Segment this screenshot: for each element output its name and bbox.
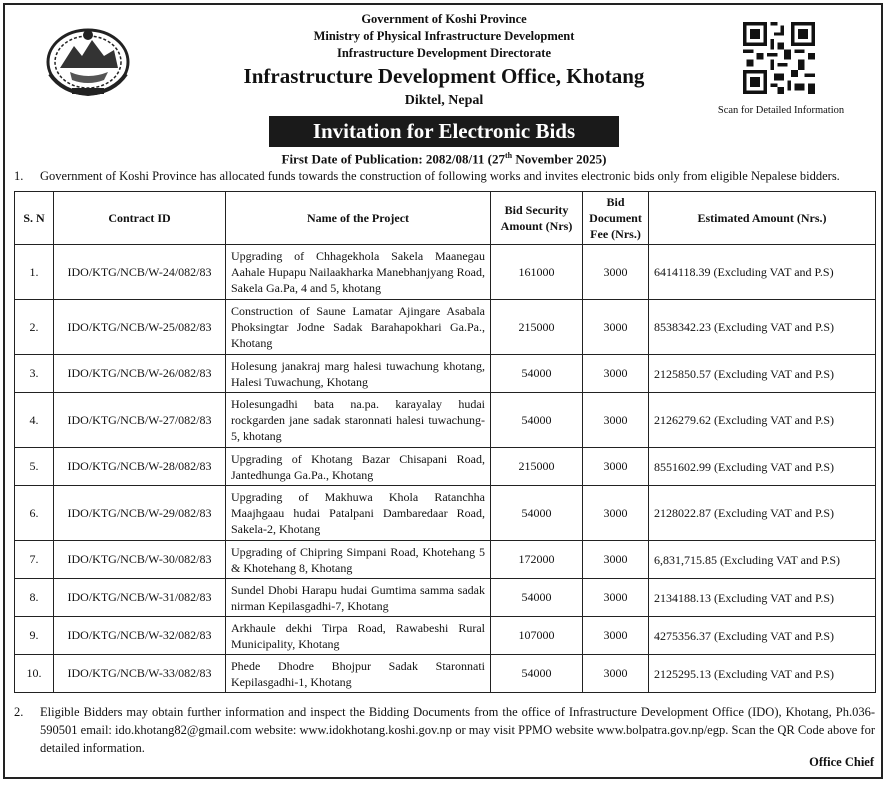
cell-estimated-amount: 2125850.57 (Excluding VAT and P.S) bbox=[649, 355, 876, 393]
cell-document-fee: 3000 bbox=[583, 655, 649, 693]
paragraph-2 bbox=[14, 703, 875, 757]
header-contract-id: Contract ID bbox=[54, 192, 226, 245]
cell-estimated-amount: 6414118.39 (Excluding VAT and P.S) bbox=[649, 245, 876, 300]
table-header-row bbox=[15, 192, 876, 245]
header-estimated-amount: Estimated Amount (Nrs.) bbox=[649, 192, 876, 245]
cell-project-name: Sundel Dhobi Harapu hudai Gumtima samma sadak nirman Kepilasgadhi-7, Khotang bbox=[226, 579, 491, 617]
cell-document-fee: 3000 bbox=[583, 393, 649, 448]
publication-date-prefix: First Date of Publication: 2082/08/11 (27 bbox=[281, 151, 506, 167]
cell-estimated-amount: 6,831,715.85 (Excluding VAT and P.S) bbox=[649, 541, 876, 579]
cell-document-fee: 3000 bbox=[583, 617, 649, 655]
cell-document-fee: 3000 bbox=[583, 245, 649, 300]
table-row bbox=[15, 617, 876, 655]
qr-caption: Scan for Detailed Information bbox=[717, 105, 845, 116]
header-bid-security: Bid Security Amount (Nrs) bbox=[491, 192, 583, 245]
publication-date-sup: th bbox=[505, 151, 513, 160]
cell-sn: 5. bbox=[15, 448, 54, 486]
cell-document-fee: 3000 bbox=[583, 541, 649, 579]
office-location: Diktel, Nepal bbox=[404, 93, 484, 108]
paragraph-1 bbox=[14, 169, 876, 184]
directorate-line: Infrastructure Development Directorate bbox=[336, 46, 552, 60]
cell-estimated-amount: 2128022.87 (Excluding VAT and P.S) bbox=[649, 486, 876, 541]
cell-bid-security: 172000 bbox=[491, 541, 583, 579]
table-row bbox=[15, 300, 876, 355]
cell-project-name: Construction of Saune Lamatar Ajingare Asabala Phoksingtar Jodne Sadak Barahapokhari Ga.Pa., Khotang bbox=[226, 300, 491, 355]
cell-sn: 3. bbox=[15, 355, 54, 393]
cell-sn: 10. bbox=[15, 655, 54, 693]
table-row bbox=[15, 355, 876, 393]
cell-bid-security: 54000 bbox=[491, 655, 583, 693]
cell-document-fee: 3000 bbox=[583, 579, 649, 617]
cell-document-fee: 3000 bbox=[583, 448, 649, 486]
cell-bid-security: 215000 bbox=[491, 448, 583, 486]
cell-contract-id: IDO/KTG/NCB/W-29/082/83 bbox=[54, 486, 226, 541]
cell-project-name: Upgrading of Chipring Simpani Road, Khotehang 5 & Khotehang 8, Khotang bbox=[226, 541, 491, 579]
cell-sn: 4. bbox=[15, 393, 54, 448]
cell-bid-security: 54000 bbox=[491, 393, 583, 448]
table-row bbox=[15, 245, 876, 300]
cell-contract-id: IDO/KTG/NCB/W-24/082/83 bbox=[54, 245, 226, 300]
cell-document-fee: 3000 bbox=[583, 355, 649, 393]
cell-project-name: Phede Dhodre Bhojpur Sadak Staronnati Kepilasgadhi-1, Khotang bbox=[226, 655, 491, 693]
cell-contract-id: IDO/KTG/NCB/W-31/082/83 bbox=[54, 579, 226, 617]
cell-contract-id: IDO/KTG/NCB/W-26/082/83 bbox=[54, 355, 226, 393]
cell-estimated-amount: 8538342.23 (Excluding VAT and P.S) bbox=[649, 300, 876, 355]
cell-project-name: Arkhaule dekhi Tirpa Road, Rawabeshi Rural Municipality, Khotang bbox=[226, 617, 491, 655]
cell-project-name: Upgrading of Chhagekhola Sakela Maanegau Aahale Hupapu Nailaakharka Manebhanjyang Road, Sakela Ga.Pa, 4 and 5, khotang bbox=[226, 245, 491, 300]
cell-estimated-amount: 2126279.62 (Excluding VAT and P.S) bbox=[649, 393, 876, 448]
cell-document-fee: 3000 bbox=[583, 486, 649, 541]
cell-bid-security: 161000 bbox=[491, 245, 583, 300]
header-document-fee: Bid Document Fee (Nrs.) bbox=[583, 192, 649, 245]
cell-contract-id: IDO/KTG/NCB/W-30/082/83 bbox=[54, 541, 226, 579]
signature-office-chief: Office Chief bbox=[809, 755, 874, 769]
cell-contract-id: IDO/KTG/NCB/W-25/082/83 bbox=[54, 300, 226, 355]
publication-date bbox=[0, 151, 888, 167]
cell-contract-id: IDO/KTG/NCB/W-27/082/83 bbox=[54, 393, 226, 448]
cell-project-name: Upgrading of Makhuwa Khola Ratanchha Maajhgaau hudai Patalpani Dambaredaar Road, Sakela-2, Khotang bbox=[226, 486, 491, 541]
paragraph-1-number: 1. bbox=[14, 169, 24, 183]
cell-project-name: Holesungadhi bata na.pa. karayalay hudai rockgarden jane sadak staronnati halesi tuwachung-5, khotang bbox=[226, 393, 491, 448]
table-row bbox=[15, 655, 876, 693]
paragraph-2-number: 2. bbox=[14, 705, 24, 719]
cell-contract-id: IDO/KTG/NCB/W-33/082/83 bbox=[54, 655, 226, 693]
cell-sn: 2. bbox=[15, 300, 54, 355]
cell-document-fee: 3000 bbox=[583, 300, 649, 355]
cell-sn: 7. bbox=[15, 541, 54, 579]
publication-date-suffix: November 2025) bbox=[512, 151, 607, 167]
cell-sn: 9. bbox=[15, 617, 54, 655]
cell-bid-security: 54000 bbox=[491, 579, 583, 617]
table-row bbox=[15, 448, 876, 486]
cell-bid-security: 54000 bbox=[491, 486, 583, 541]
cell-sn: 8. bbox=[15, 579, 54, 617]
qr-code-icon bbox=[743, 22, 815, 94]
bids-table bbox=[14, 191, 876, 693]
cell-contract-id: IDO/KTG/NCB/W-28/082/83 bbox=[54, 448, 226, 486]
cell-bid-security: 54000 bbox=[491, 355, 583, 393]
cell-sn: 1. bbox=[15, 245, 54, 300]
cell-sn: 6. bbox=[15, 486, 54, 541]
cell-project-name: Upgrading of Khotang Bazar Chisapani Road, Jantedhunga Ga.Pa., Khotang bbox=[226, 448, 491, 486]
paragraph-2-text: Eligible Bidders may obtain further information and inspect the Bidding Documents from the office of Infrastructure Development Office (IDO), Khotang, Ph.036-590501 email: ido.khotang82@gmail.com website: www.idokhotang.koshi.gov.np or may visit PPMO website www.bolpatra.gov.np/egp. Scan the QR Code above for detailed information. bbox=[40, 705, 875, 755]
cell-project-name: Holesung janakraj marg halesi tuwachung khotang, Halesi Tuwachung, Khotang bbox=[226, 355, 491, 393]
paragraph-1-text: Government of Koshi Province has allocated funds towards the construction of following works and invites electronic bids only from eligible Nepalese bidders. bbox=[40, 169, 840, 183]
table-row bbox=[15, 486, 876, 541]
cell-contract-id: IDO/KTG/NCB/W-32/082/83 bbox=[54, 617, 226, 655]
government-line: Government of Koshi Province bbox=[361, 12, 527, 26]
cell-estimated-amount: 2134188.13 (Excluding VAT and P.S) bbox=[649, 579, 876, 617]
notice-banner: Invitation for Electronic Bids bbox=[269, 116, 619, 147]
table-row bbox=[15, 579, 876, 617]
cell-estimated-amount: 2125295.13 (Excluding VAT and P.S) bbox=[649, 655, 876, 693]
cell-estimated-amount: 4275356.37 (Excluding VAT and P.S) bbox=[649, 617, 876, 655]
office-title: Infrastructure Development Office, Khotang bbox=[243, 64, 645, 88]
cell-bid-security: 215000 bbox=[491, 300, 583, 355]
cell-bid-security: 107000 bbox=[491, 617, 583, 655]
ministry-line: Ministry of Physical Infrastructure Development bbox=[313, 29, 575, 43]
header-project-name: Name of the Project bbox=[226, 192, 491, 245]
cell-estimated-amount: 8551602.99 (Excluding VAT and P.S) bbox=[649, 448, 876, 486]
table-row bbox=[15, 541, 876, 579]
table-row bbox=[15, 393, 876, 448]
header-sn: S. N bbox=[15, 192, 54, 245]
